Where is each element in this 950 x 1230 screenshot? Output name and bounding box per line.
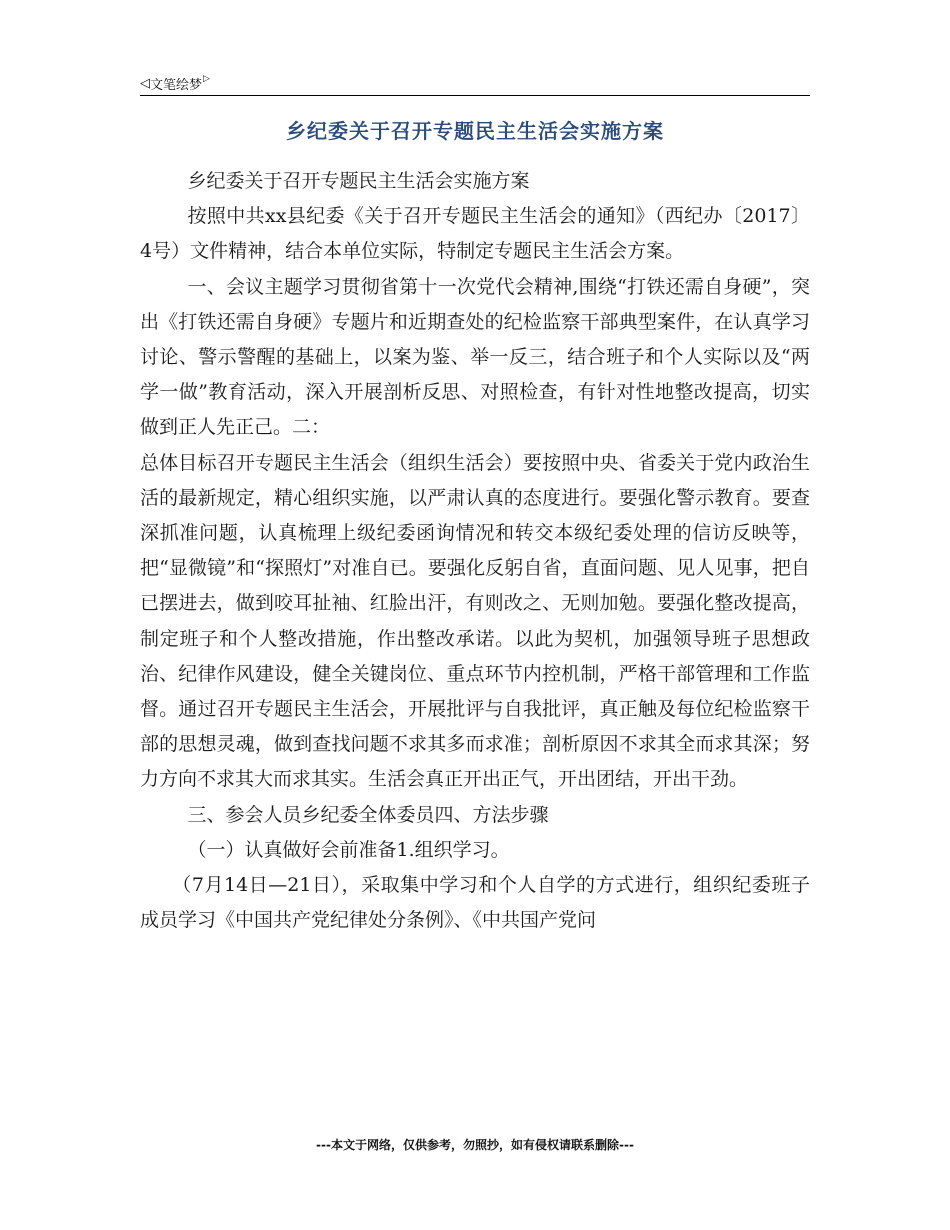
paragraph-intro: 按照中共xx县纪委《关于召开专题民主生活会的通知》（西纪办〔2017〕4号）文件精神，结合本单位实际，特制定专题民主生活会方案。 [140,205,810,263]
page-footer: ---本文于网络，仅供参考，勿照抄，如有侵权请联系删除--- [316,1138,634,1152]
page-header [140,72,810,96]
paragraph-step-1-detail: （7月14日—21日），采取集中学习和个人自学的方式进行，组织纪委班子成员学习《中国共产党纪律处分条例》、《中共国产党问 [140,874,810,932]
paragraph-step-1: （一）认真做好会前准备1.组织学习。 [187,838,510,861]
paragraph-section-1: 一、会议主题学习贯彻省第十一次党代会精神,围绕“打铁还需自身硬”，突出《打铁还需自身硬》专题片和近期查处的纪检监察干部典型案件，在认真学习讨论、警示警醒的基础上，以案为鉴、举一反三，结合班子和个人实际以及“两学一做”教育活动，深入开展剖析反思、对照检查，有针对性地整改提高，切实做到正人先正己。二： [140,275,810,439]
header-brand [140,74,210,93]
brand-text: 文笔绘梦 [150,78,203,93]
paragraph-subtitle: 乡纪委关于召开专题民主生活会实施方案 [187,170,530,192]
document-title: 乡纪委关于召开专题民主生活会实施方案 [286,119,664,143]
triangle-left-icon: ◁ [140,76,150,91]
triangle-right-icon: ▷ [203,74,210,84]
document-body [140,164,810,938]
paragraph-section-3: 三、参会人员乡纪委全体委员四、方法步骤 [187,803,549,826]
paragraph-section-2: 总体目标召开专题民主生活会（组织生活会）要按照中央、省委关于党内政治生活的最新规定，精心组织实施，以严肃认真的态度进行。要强化警示教育。要查深抓准问题，认真梳理上级纪委函询情况和转交本级纪委处理的信访反映等，把“显微镜”和“探照灯”对准自已。要强化反躬自省，直面问题、见人见事，把自已摆进去，做到咬耳扯袖、红脸出汗，有则改之、无则加勉。要强化整改提高，制定班子和个人整改措施，作出整改承诺。以此为契机，加强领导班子思想政治、纪律作风建设，健全关键岗位、重点环节内控机制，严格干部管理和工作监督。通过召开专题民主生活会，开展批评与自我批评，真正触及每位纪检监察干部的思想灵魂，做到查找问题不求其多而求准；剖析原因不求其全而求其深；努力方向不求其大而求其实。生活会真正开出正气，开出团结，开出干劲。 [140,451,810,791]
